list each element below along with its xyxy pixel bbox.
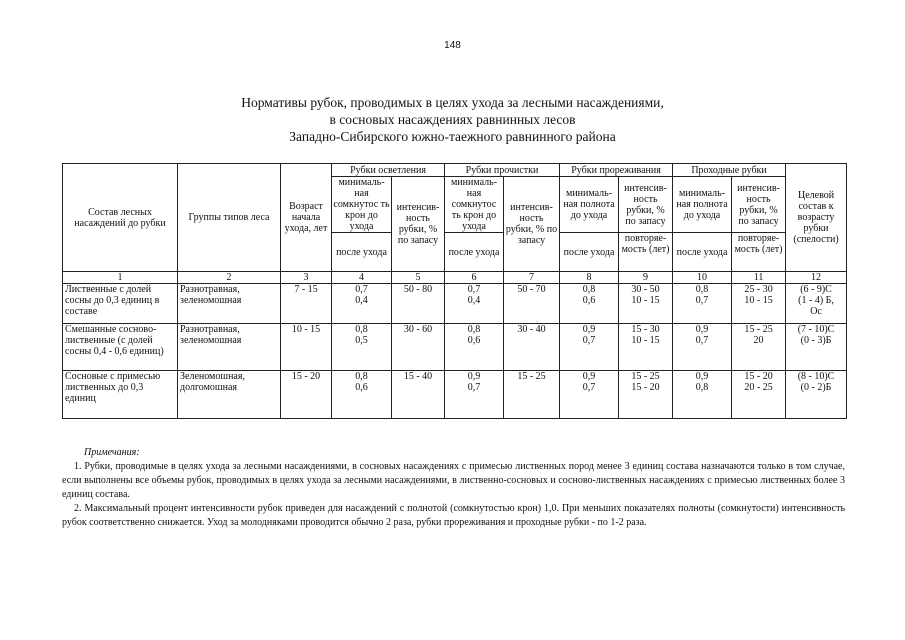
header-povtor: повторяе-мость (лет) [619,233,673,272]
cell-value: 0,9 0,7 [560,371,619,419]
cell-gruppy: Зеленомошная, долгомошная [178,371,281,419]
header-intens: интенсив-ность рубки, % по запасу [504,177,560,272]
header-gruppy: Группы типов леса [178,164,281,272]
col-number: 8 [560,272,619,284]
cell-value: 0,9 0,7 [560,324,619,371]
header-prochist: Рубки прочистки [445,164,560,177]
table-row [63,371,847,419]
col-number: 3 [281,272,332,284]
col-number: 11 [732,272,786,284]
col-number: 9 [619,272,673,284]
header-sostav: Состав лесных насаждений до рубки [63,164,178,272]
cell-value: 30 - 40 [504,324,560,371]
cell-value: 0,8 0,6 [445,324,504,371]
cell-value: 15 - 25 15 - 20 [619,371,673,419]
note-item: 2. Максимальный процент интенсивности рубок приведен для насаждений с полнотой (сомкнутостью крон) 1,0. При меньших показателях полноты (сомкнутости) интенсивность рубок соответственно снижается. Уход за молодняками проводится обычно 2 раза, рубки прореживания и проходные рубки - по 1-2 раза. [62,503,845,528]
cell-value: 0,7 0,4 [332,284,392,324]
cell-value: 0,8 0,6 [560,284,619,324]
header-posle: после ухода [560,233,619,272]
cell-value: 0,8 0,6 [332,371,392,419]
cell-gruppy: Разнотравная, зеленомошная [178,324,281,371]
title-line-3: Западно-Сибирского южно-таежного равнинного района [289,129,616,144]
cell-value: 0,9 0,7 [673,324,732,371]
header-posle: после ухода [332,233,392,272]
cell-value: 0,9 0,8 [673,371,732,419]
cell-target: (7 - 10)С (0 - 3)Б [786,324,847,371]
header-intens-zap: интенсив-ность рубки, % по запасу [732,177,786,233]
cell-vozrast: 15 - 20 [281,371,332,419]
header-min-poln: минималь-ная полнота до ухода [673,177,732,233]
col-number: 6 [445,272,504,284]
header-min-kron: минималь-ная сомкнутос ть крон до ухода [445,177,504,233]
page-number: 148 [444,40,461,51]
col-number: 1 [63,272,178,284]
cell-value: 15 - 40 [392,371,445,419]
notes [62,446,845,530]
cell-target: (6 - 9)С (1 - 4) Б, Ос [786,284,847,324]
col-number: 12 [786,272,847,284]
header-target: Целевой состав к возрасту рубки (спелости) [786,164,847,272]
cell-value: 0,7 0,4 [445,284,504,324]
notes-header: Примечания: [84,447,140,458]
col-number: 5 [392,272,445,284]
table-row [63,324,847,371]
header-min-kron: минималь-ная сомкнутос ть крон до ухода [333,177,390,232]
header-intens-zap: интенсив-ность рубки, % по запасу [619,177,673,233]
col-number: 4 [332,272,392,284]
cell-value: 15 - 25 20 [732,324,786,371]
title-line-2: в сосновых насаждениях равнинных лесов [329,112,576,127]
cell-value: 30 - 50 10 - 15 [619,284,673,324]
cell-vozrast: 7 - 15 [281,284,332,324]
header-prored: Рубки прореживания [560,164,673,177]
cell-vozrast: 10 - 15 [281,324,332,371]
norms-table [62,163,847,419]
cell-sostav: Лиственные с долей сосны до 0,3 единиц в составе [63,284,178,324]
header-min-poln: минималь-ная полнота до ухода [560,177,619,233]
table-row [63,284,847,324]
header-prohod: Проходные рубки [673,164,786,177]
cell-value: 50 - 70 [504,284,560,324]
col-number: 2 [178,272,281,284]
cell-target: (8 - 10)С (0 - 2)Б [786,371,847,419]
cell-value: 25 - 30 10 - 15 [732,284,786,324]
col-number: 10 [673,272,732,284]
cell-value: 0,8 0,5 [332,324,392,371]
cell-gruppy: Разнотравная, зеленомошная [178,284,281,324]
cell-value: 50 - 80 [392,284,445,324]
header-osvetl: Рубки осветления [332,164,445,177]
title-line-1: Нормативы рубок, проводимых в целях ухода за лесными насаждениями, [241,95,664,110]
cell-value: 0,9 0,7 [445,371,504,419]
cell-sostav: Сосновые с примесью лиственных до 0,3 единиц [63,371,178,419]
header-povtor: повторяе-мость (лет) [732,233,786,272]
cell-value: 15 - 20 20 - 25 [732,371,786,419]
col-number: 7 [504,272,560,284]
note-item: 1. Рубки, проводимые в целях ухода за лесными насаждениями, в сосновых насаждениях с примесью лиственных пород менее 3 единиц состава назначаются только в том случае, если выполнены все объемы рубок, проводимых в целях ухода за лесными насаждениями, в лиственно-сосновых и сосново-лиственных насаждениях с примесью лиственных более 3 единиц состава. [62,461,845,500]
cell-value: 30 - 60 [392,324,445,371]
header-posle: после ухода [445,233,504,272]
cell-value: 15 - 30 10 - 15 [619,324,673,371]
cell-value: 15 - 25 [504,371,560,419]
cell-value: 0,8 0,7 [673,284,732,324]
document-title [0,94,905,145]
cell-sostav: Смешанные сосново-лиственные (с долей сосны 0,4 - 0,6 единиц) [63,324,178,371]
header-posle: после ухода [673,233,732,272]
header-intens: интенсив-ность рубки, % по запасу [392,177,445,272]
header-vozrast: Возраст начала ухода, лет [281,164,332,272]
